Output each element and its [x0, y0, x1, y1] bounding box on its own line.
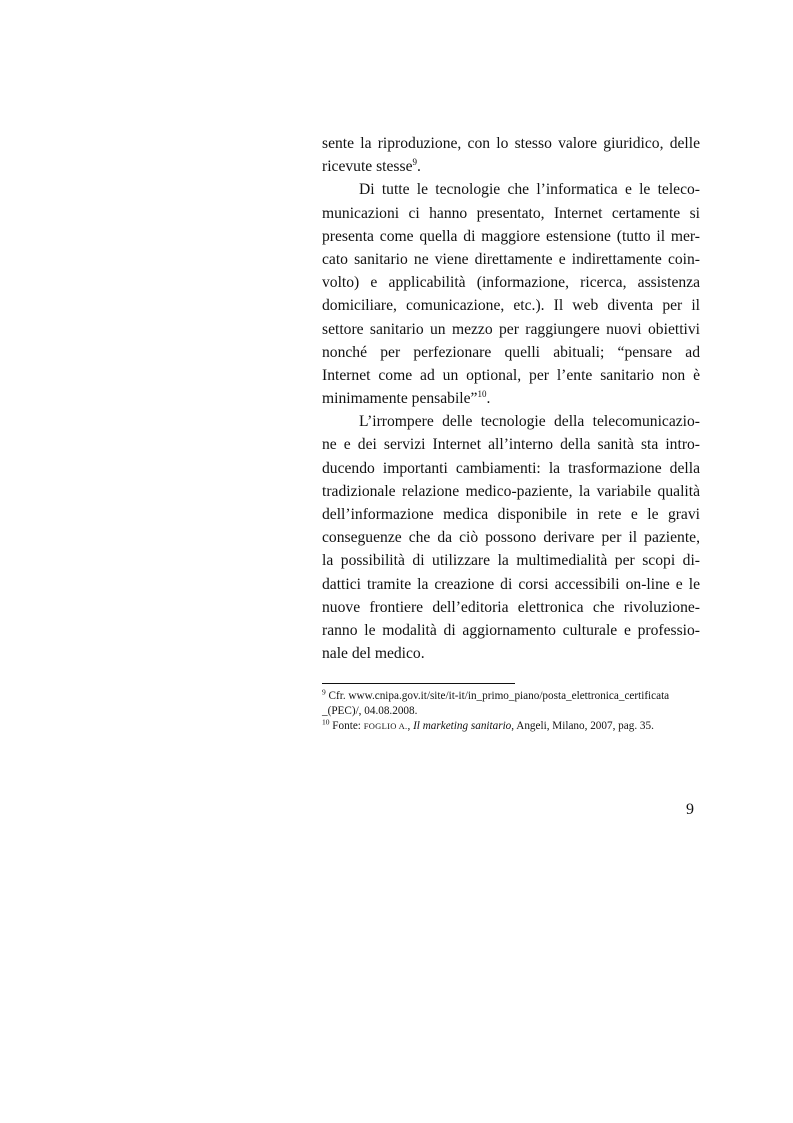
body-line: Internet come ad un optional, per l’ente sanitario non è — [322, 366, 700, 384]
body-line: sente la riproduzione, con lo stesso valore giuridico, delle — [322, 135, 700, 152]
footnote-9-continuation: _(PEC)/, 04.08.2008. — [322, 705, 418, 717]
body-line: nonché per perfezionare quelli abituali; “pensare ad — [322, 343, 700, 361]
body-line: nuove frontiere dell’editoria elettronica che rivoluzione- — [322, 598, 700, 616]
body-line: L’irrompere delle tecnologie della telecomunicazio- — [359, 413, 700, 431]
body-line: ducendo importanti cambiamenti: la trasformazione della — [322, 459, 700, 477]
footnote-divider — [322, 683, 515, 684]
body-line: volto) e applicabilità (informazione, ricerca, assistenza — [322, 274, 700, 292]
body-line: dell’informazione medica disponibile in rete e le gravi — [322, 506, 700, 523]
body-line: la possibilità di utilizzare la multimedialità per scopi di- — [322, 552, 700, 570]
body-line: nale del medico. — [322, 645, 425, 663]
footnote-text: Cfr. www.cnipa.gov.it/site/it-it/in_primo_piano/posta_elettronica_certificata — [325, 690, 670, 702]
body-text-fragment: minimamente pensabile” — [322, 390, 478, 408]
footnote-mark: 10 — [322, 717, 330, 727]
page-number: 9 — [686, 801, 694, 818]
body-line: conseguenze che da ciò possono derivare per il paziente, — [322, 529, 700, 547]
footnote-text: Fonte: — [329, 720, 364, 732]
body-line — [322, 155, 700, 178]
footnote-9 — [322, 689, 700, 704]
body-line: domiciliare, comunicazione, etc.). Il web diventa per il — [322, 297, 700, 315]
footnote-text: , Angeli, Milano, 2007, pag. 35. — [511, 720, 654, 732]
body-line: ne e dei servizi Internet all’interno della sanità sta intro- — [322, 436, 700, 454]
body-text — [322, 132, 700, 665]
body-line: ranno le modalità di aggiornamento culturale e professio- — [322, 621, 700, 639]
body-text-fragment: . — [417, 158, 421, 176]
footnote-author: FOGLIO A. — [363, 721, 408, 731]
body-text-fragment: . — [486, 390, 491, 408]
body-line: dattici tramite la creazione di corsi accessibili on-line e le — [322, 575, 700, 593]
body-text-fragment: ricevute stesse — [322, 158, 413, 176]
footnote-reference[interactable]: 9 — [412, 157, 417, 167]
body-line: settore sanitario un mezzo per raggiungere nuovi obiettivi — [322, 320, 700, 338]
body-line: presenta come quella di maggiore estensione (tutto il mer- — [322, 227, 700, 245]
footnote-book-title: Il marketing sanitario — [413, 720, 512, 732]
body-line: Di tutte le tecnologie che l’informatica e le teleco- — [359, 181, 700, 199]
footnotes — [322, 689, 700, 734]
body-line: cato sanitario ne viene direttamente e indirettamente coin- — [322, 250, 700, 268]
body-line: municazioni ci hanno presentato, Internet certamente si — [322, 204, 700, 222]
body-line — [322, 387, 700, 410]
footnote-10 — [322, 719, 700, 734]
footnote-reference[interactable]: 10 — [477, 388, 487, 399]
footnote-mark: 9 — [322, 687, 326, 697]
footnote-text: , — [407, 720, 414, 732]
body-line: tradizionale relazione medico-paziente, la variabile qualità — [322, 482, 700, 500]
